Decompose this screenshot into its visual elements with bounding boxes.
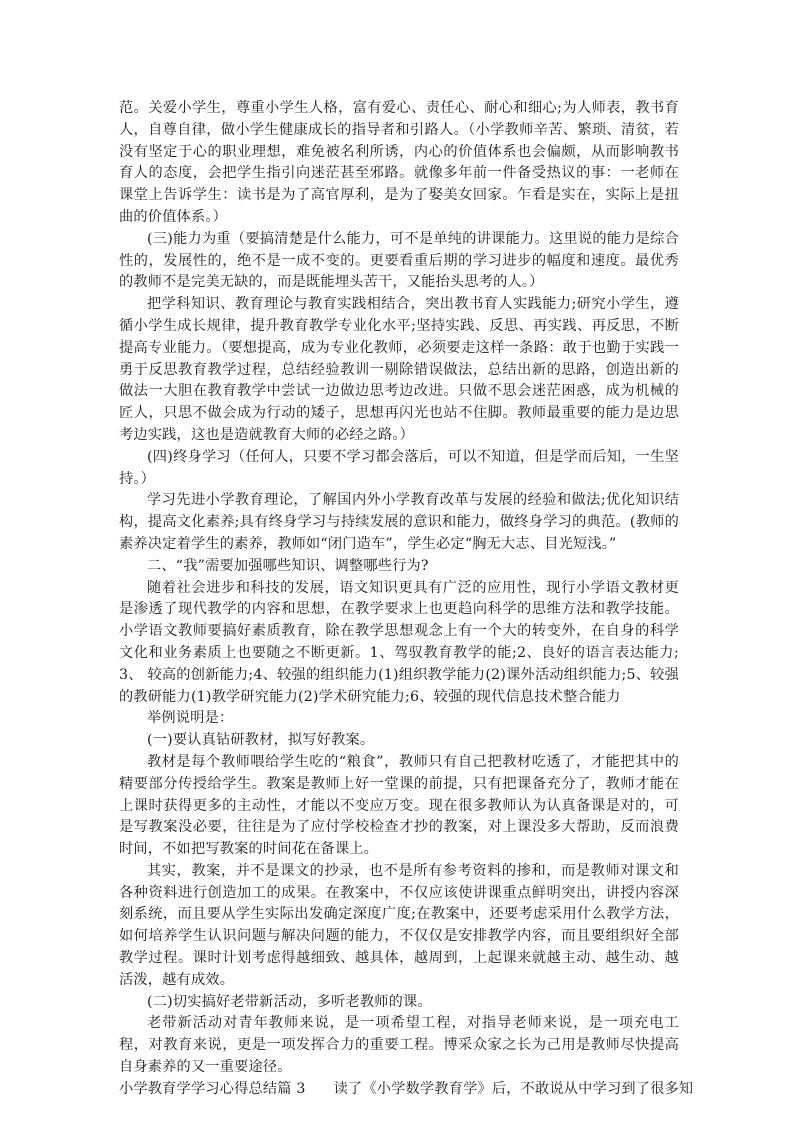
paragraph-lesson-plan: 其实，教案，并不是课文的抄录，也不是所有参考资料的掺和，而是教师对课文和各种资料进行创造加工的成果。在教案中，不仅应该使讲课重点鲜明突出，讲授内容深刻系统，而且要从学生实际出发确定深度广度;在教案中，还要考虑采用什么教学方法，如何培养学生认识问题与解决问题的能力，不仅仅是安排教学内容，而且要组织好全部教学过程。课时计划考虑得越细致、越具体，越周到，上起课来就越主动、越生动、越活泼，越有成效。 [119, 862, 679, 988]
footer-line [119, 1079, 694, 1101]
paragraph-ability-heading: (三)能力为重（要搞清楚是什么能力，可不是单纯的讲课能力。这里说的能力是综合性的，发展性的，绝不是一成不变的。更要看重后期的学习进步的幅度和速度。最优秀的教师不是完美无缺的，而是既能埋头苦干，又能抬头思考的人。） [119, 230, 679, 291]
paragraph-lifelong-heading: (四)终身学习（任何人，只要不学习都会落后，可以不知道，但是学而后知，一生坚持。） [119, 448, 679, 487]
paragraph-mentoring-body: 老带新活动对青年教师来说，是一项希望工程，对指导老师来说，是一项充电工程，对教育来说，更是一项发挥合力的重要工程。博采众家之长为己用是教师尽快提高自身素养的又一重要途径。 [119, 1015, 679, 1076]
paragraph-example-intro: 举例说明是： [147, 710, 234, 727]
document-page [119, 98, 694, 1101]
paragraph-1: 范。关爱小学生，尊重小学生人格，富有爱心、责任心、耐心和细心;为人师表，教书育人，自尊自律，做小学生健康成长的指导者和引路人。（小学教师辛苦、繁琐、清贫，若没有坚定于心的职业理想，难免被名利所诱，内心的价值体系也会偏颇，从而影响教书育人的态度，会把学生指引向迷茫甚至邪路。就像多年前一件备受热议的事：一老师在课堂上告诉学生：读书是为了高官厚利，是为了娶美女回家。乍看是实在，实际上是扭曲的价值体系。） [119, 100, 679, 225]
paragraph-language-knowledge: 随着社会进步和科技的发展，语文知识更具有广泛的应用性，现行小学语文教材更是渗透了现代教学的内容和思想，在教学要求上也更趋向科学的思维方法和教学技能。小学语文教师要搞好素质教育，除在教学思想观念上有一个大的转变外，在自身的科学文化和业务素质上也要随之不断更新。1、驾驭教育教学的能;2、良好的语言表达能力;3、 较高的创新能力;4、较强的组织能力(1)组织教学能力(2)课外活动组织能力;5、较强的教研能力(1)教学研究能力(2)学术研究能力;6、较强的现代信息技术整合能力 [119, 579, 679, 705]
paragraph-textbook-body: 教材是每个教师喂给学生吃的“粮食”，教师只有自己把教材吃透了，才能把其中的精要部分传授给学生。教案是教师上好一堂课的前提，只有把课备充分了，教师才能在上课时获得更多的主动性，才能以不变应万变。现在很多教师认为认真备课是对的，可是写教案没必要，往往是为了应付学校检查才抄的教案，对上课没多大帮助，反而浪费时间，不如把写教案的时间花在备课上。 [119, 753, 679, 858]
subheading-textbook: (一)要认真钻研教材，拟写好教案。 [147, 732, 375, 749]
footer-title: 小学教育学学习心得总结篇 3 [119, 1080, 306, 1097]
section-heading-two: 二、“我”需要加强哪些知识、调整哪些行为? [147, 557, 429, 574]
footer-text: 读了《小学数学教育学》后，不敢说从中学习到了很多知 [333, 1080, 694, 1097]
paragraph-lifelong-body: 学习先进小学教育理论，了解国内外小学教育改革与发展的经验和做法;优化知识结构，提高文化素养;具有终身学习与持续发展的意识和能力，做终身学习的典范。(教师的素养决定着学生的素养，教师如“闭门造车”，学生必定“胸无大志、目光短浅。” [119, 492, 679, 552]
paragraph-ability-body: 把学科知识、教育理论与教育实践相结合，突出教书育人实践能力;研究小学生，遵循小学生成长规律，提升教育教学专业化水平;坚持实践、反思、再实践、再反思，不断提高专业能力。（要想提高，成为专业化教师，必须要走这样一条路：敢于也勤于实践一勇于反思教育教学过程，总结经验教训一剔除错误做法，总结出新的思路，创造出新的做法一大胆在教育教学中尝试一边做边思考边改进。只做不思会迷茫困惑，成为机械的匠人，只思不做会成为行动的矮子，思想再闪光也站不住脚。教师最重要的能力是边思考边实践，这也是造就教育大师的必经之路。） [119, 296, 679, 443]
subheading-mentoring: (二)切实搞好老带新活动，多听老教师的课。 [147, 993, 432, 1010]
